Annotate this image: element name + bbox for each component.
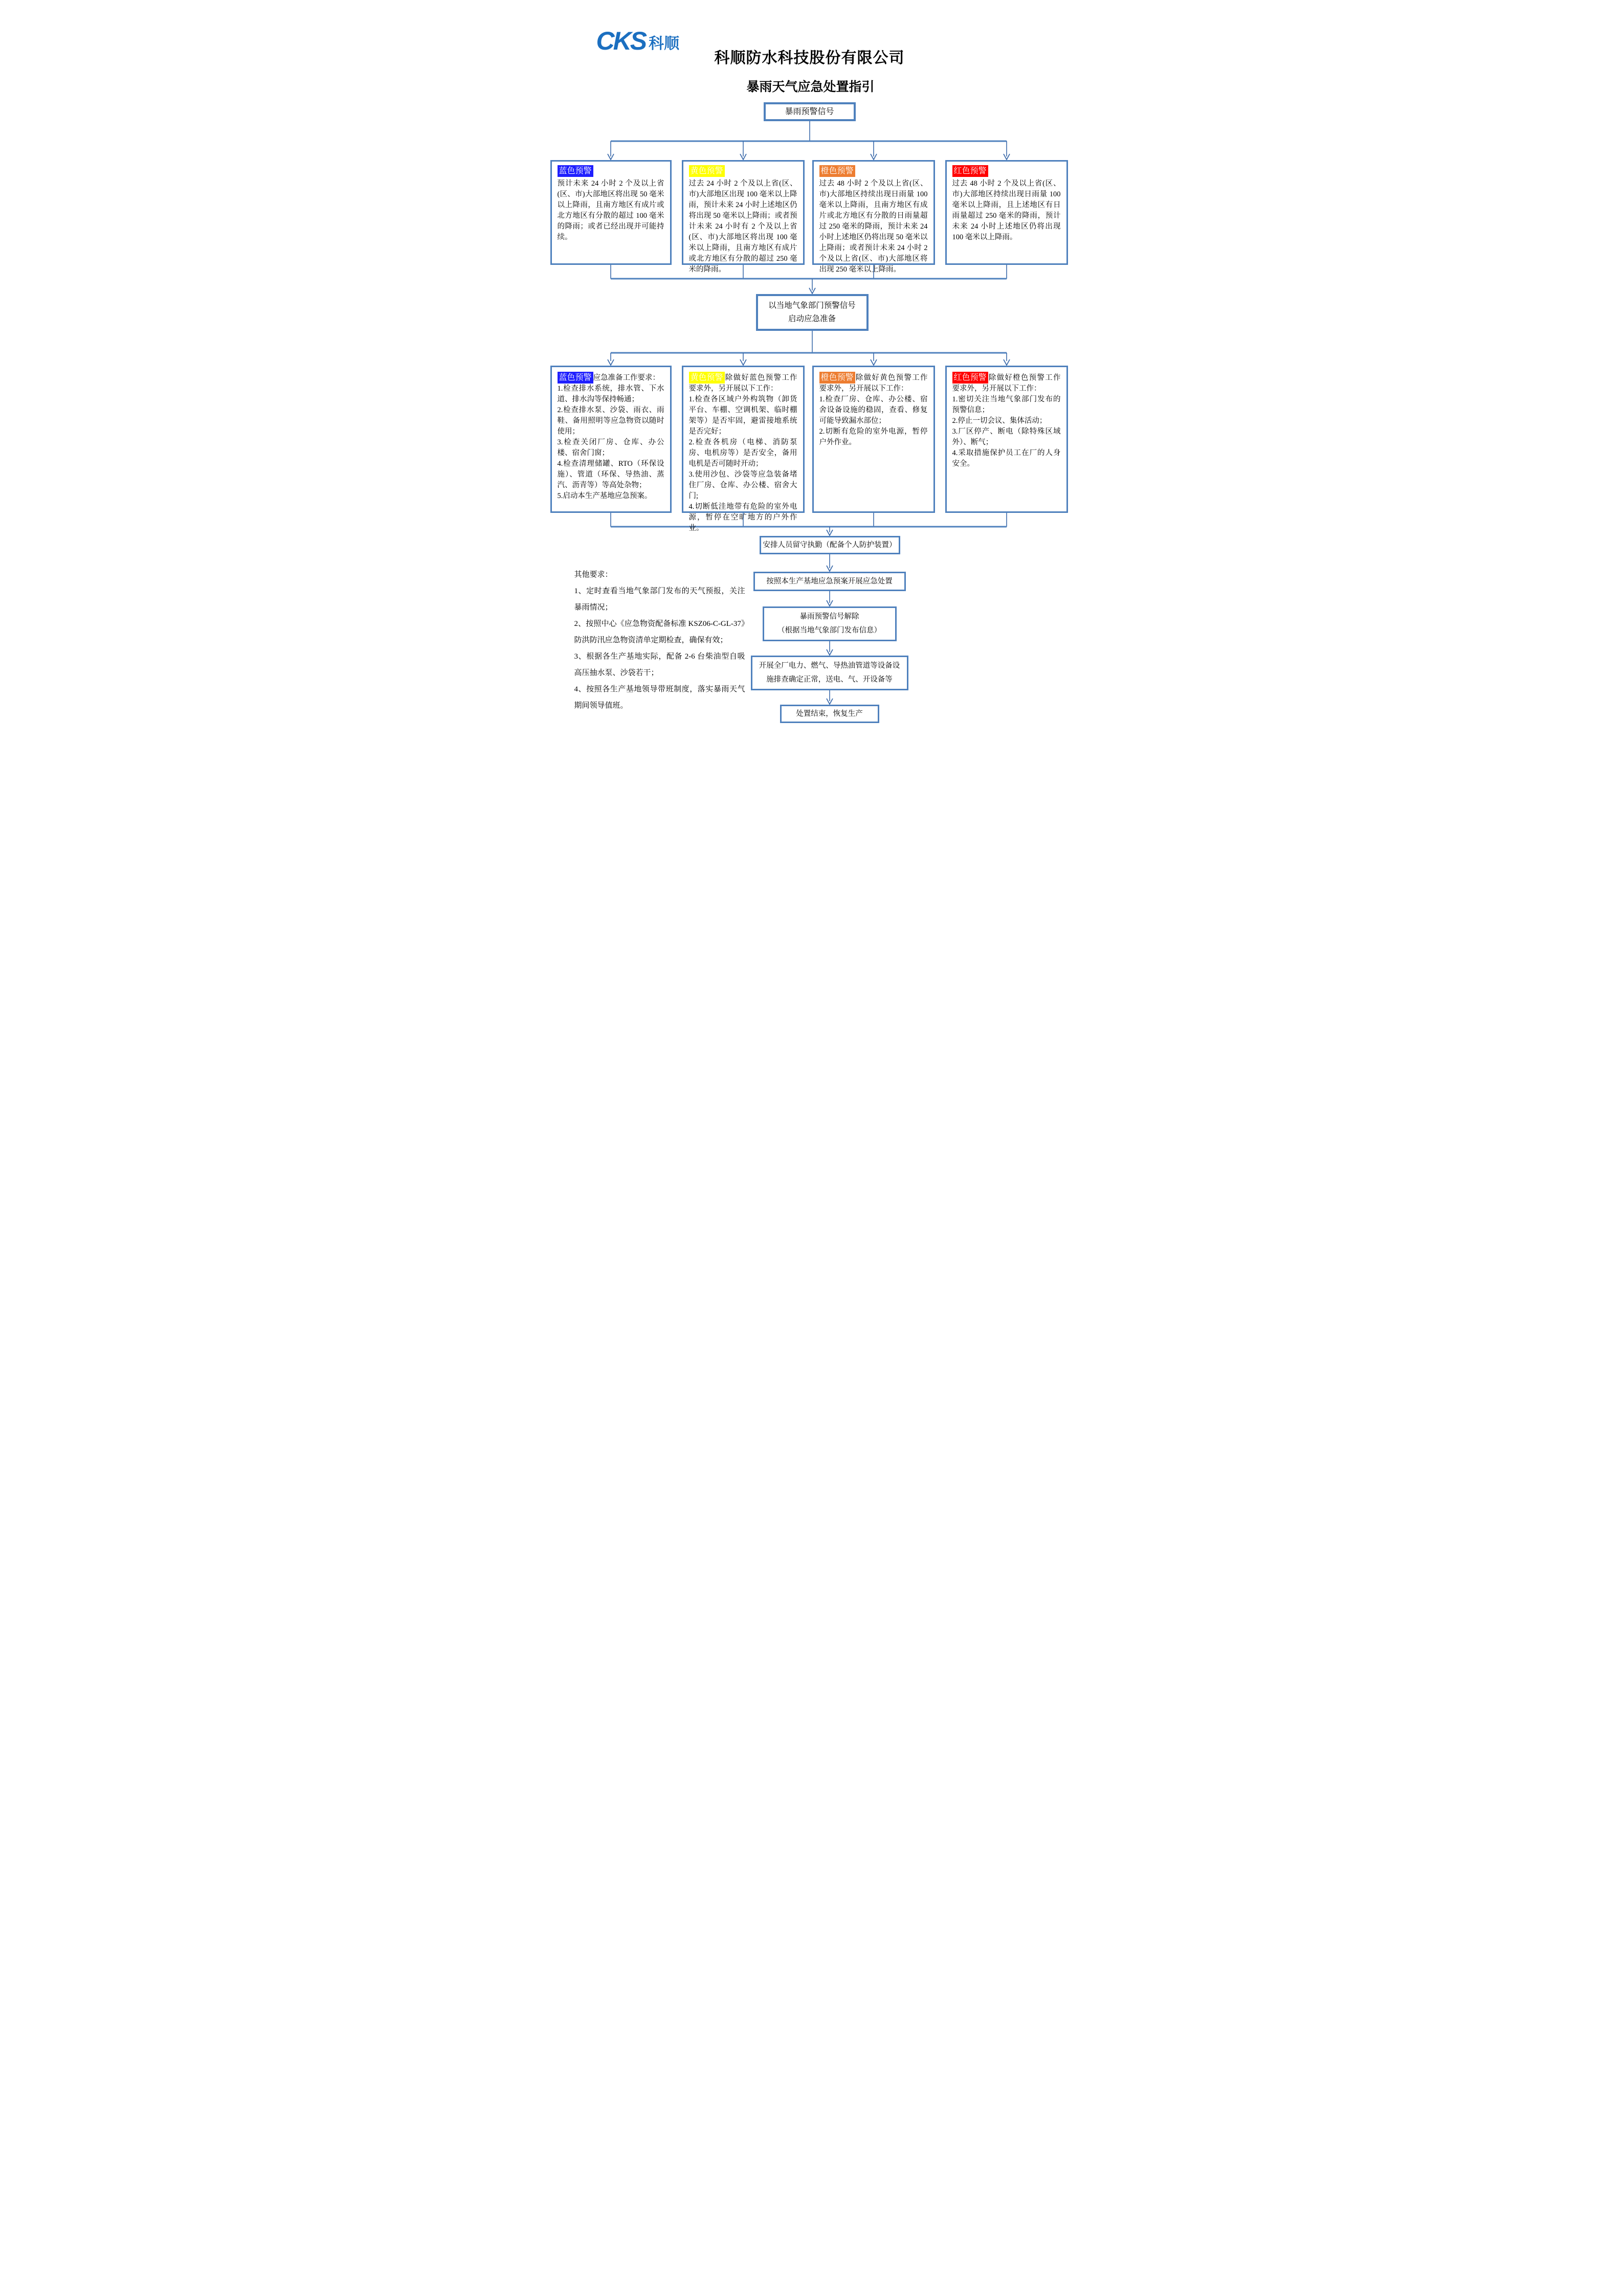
end-box: 处置结束，恢复生产 [780, 705, 879, 723]
list-item: 2.切断有危险的室外电源，暂停户外作业。 [819, 427, 928, 446]
list-item: 2.检查排水泵、沙袋、雨衣、雨鞋、备用照明等应急物资以随时使用； [557, 406, 664, 436]
warning-tagline [558, 165, 664, 177]
other-requirements [574, 567, 745, 714]
prep-item-list [819, 394, 928, 448]
response-box: 按照本生产基地应急预案开展应急处置 [753, 572, 906, 591]
prep-intro-line [952, 372, 1061, 394]
warning-tagline [952, 165, 1061, 177]
duty-box: 安排人员留守执勤（配备个人防护装置） [760, 536, 900, 554]
yellow-warning-tag: 黄色预警 [689, 372, 725, 384]
prep-intro-line [689, 372, 797, 394]
red-warning-tag: 红色预警 [952, 372, 988, 384]
blue-warning-tag: 蓝色预警 [558, 165, 593, 177]
list-item: 1.检查各区域户外构筑物（卸货平台、车棚、空调机架、临时棚架等）是否牢固，避雷接地系统是否完好； [688, 395, 797, 436]
prep-box-yellow [682, 366, 805, 532]
prep-intro-text: 除做好黄色预警工作要求外，另开展以下工作： [819, 374, 928, 393]
list-item: 4.检查清理储罐、RTO（环保设施）、管道（环保、导热油、蒸汽、沥青等）等高处杂物； [557, 460, 664, 489]
lift-box-line1: 暴雨预警信号解除 [799, 613, 859, 621]
list-item: 3.厂区停产、断电（除特殊区域外）、断气； [952, 427, 1061, 446]
list-item: 5.启动本生产基地应急预案。 [557, 492, 652, 500]
check-box [751, 656, 908, 690]
brand-logo-text: 科顺 [649, 35, 680, 52]
list-item: 3.使用沙包、沙袋等应急装备堵住厂房、仓库、办公楼、宿舍大门; [688, 470, 797, 500]
list-item: 1.密切关注当地气象部门发布的预警信息； [952, 395, 1061, 414]
prepare-box [756, 294, 869, 331]
warning-tagline [689, 165, 797, 177]
prepare-box-line1: 以当地气象部门预警信号 [768, 301, 856, 310]
check-box-line1: 开展全厂电力、燃气、导热油管道等设备设 [759, 662, 900, 670]
prep-intro-line [558, 372, 664, 384]
warning-text: 过去 48 小时 2 个及以上省(区、市)大部地区持续出现日雨量 100 毫米以上降雨，且上述地区有日雨量超过 250 毫米的降雨，预计未来 24 小时上述地区仍将出现 100 毫米以上降雨。 [952, 179, 1061, 241]
prep-box-red [945, 366, 1068, 513]
prep-intro-line [819, 372, 928, 394]
list-item: 2.停止一切会议、集体活动； [952, 417, 1047, 425]
other-requirements-title: 其他要求： [574, 571, 613, 579]
list-item: 1.检查排水系统，排水管、下水道、排水沟等保持畅通； [557, 385, 664, 403]
list-item: 4、按照各生产基地领导带班制度，落实暴雨天气期间领导值班。 [574, 685, 745, 710]
prep-box-blue [550, 366, 672, 513]
prep-box-orange [812, 366, 935, 513]
page-title: 科顺防水科技股份有限公司 [714, 50, 905, 66]
list-item: 2.检查各机房（电梯、消防泵房、电机房等）是否安全，备用电机是否可随时开动； [688, 438, 797, 468]
warning-box-blue [550, 160, 672, 265]
prep-intro-text: 除做好橙色预警工作要求外，另开展以下工作： [952, 374, 1061, 393]
yellow-warning-tag: 黄色预警 [689, 165, 725, 177]
warning-tagline [819, 165, 928, 177]
blue-warning-tag: 蓝色预警 [558, 372, 593, 384]
cks-logo-text: CKS [596, 27, 646, 55]
warning-text: 过去 48 小时 2 个及以上省(区、市)大部地区持续出现日雨量 100 毫米以上降雨，且南方地区有成片或北方地区有分散的日雨量超过 250 毫米的降雨，预计未来 24 小时上述地区仍将出现 50 毫米以上降雨；或者预计未来 24 小时 2 个及以上省(区、市)大部地区将出现 250 毫米以上降雨。 [819, 179, 928, 274]
orange-warning-tag: 橙色预警 [819, 165, 855, 177]
list-item: 1.检查厂房、仓库、办公楼、宿舍设备设施的稳固，查看、修复可能导致漏水部位； [819, 395, 928, 425]
requirement-list [574, 583, 745, 714]
page-subtitle: 暴雨天气应急处置指引 [746, 80, 875, 94]
red-warning-tag: 红色预警 [952, 165, 988, 177]
list-item: 3、根据各生产基地实际，配备 2-6 台柴油型自吸高压抽水泵、沙袋若干； [574, 652, 745, 677]
warning-box-red [945, 160, 1068, 265]
prep-intro-text: 除做好蓝色预警工作要求外，另开展以下工作： [688, 374, 797, 393]
orange-warning-tag: 橙色预警 [819, 372, 855, 384]
prep-item-list [558, 384, 664, 502]
prep-item-list [952, 394, 1061, 469]
signal-box: 暴雨预警信号 [764, 102, 856, 121]
list-item: 1、定时查看当地气象部门发布的天气预报，关注暴雨情况； [574, 587, 745, 612]
warning-box-orange [812, 160, 935, 274]
lift-box-line2: （根据当地气象部门发布信息） [777, 626, 881, 635]
check-box-line2: 施排查确定正常，送电、气、开设备等 [766, 676, 893, 684]
list-item: 3.检查关闭厂房、仓库、办公楼、宿舍门窗； [557, 438, 664, 457]
warning-box-yellow [682, 160, 805, 274]
prepare-box-line2: 启动应急准备 [788, 314, 836, 323]
list-item: 4.切断低洼地带有危险的室外电源，暂停在空旷地方的户外作业。 [688, 503, 797, 532]
prep-intro-text: 应急准备工作要求： [593, 374, 660, 382]
prep-item-list [689, 394, 797, 534]
document-page [526, 0, 1099, 810]
warning-text: 预计未来 24 小时 2 个及以上省(区、市)大部地区将出现 50 毫米以上降雨，且南方地区有成片或北方地区有分散的超过 100 毫米的降雨；或者已经出现并可能持续。 [557, 179, 664, 241]
list-item: 2、按照中心《应急物资配备标准 KSZ06-C-GL-37》防洪防汛应急物资清单定期检查，确保有效； [574, 620, 745, 644]
lift-box [763, 606, 897, 641]
list-item: 4.采取措施保护员工在厂的人身安全。 [952, 449, 1061, 468]
warning-text: 过去 24 小时 2 个及以上省(区、市)大部地区出现 100 毫米以上降雨，预计未来 24 小时上述地区仍将出现 50 毫米以上降雨；或者预计未来 24 小时有 2 个及以上省(区、市)大部地区将出现 100 毫米以上降雨，且南方地区有成片或北方地区有分散的超过 250 毫米的降雨。 [688, 179, 797, 274]
